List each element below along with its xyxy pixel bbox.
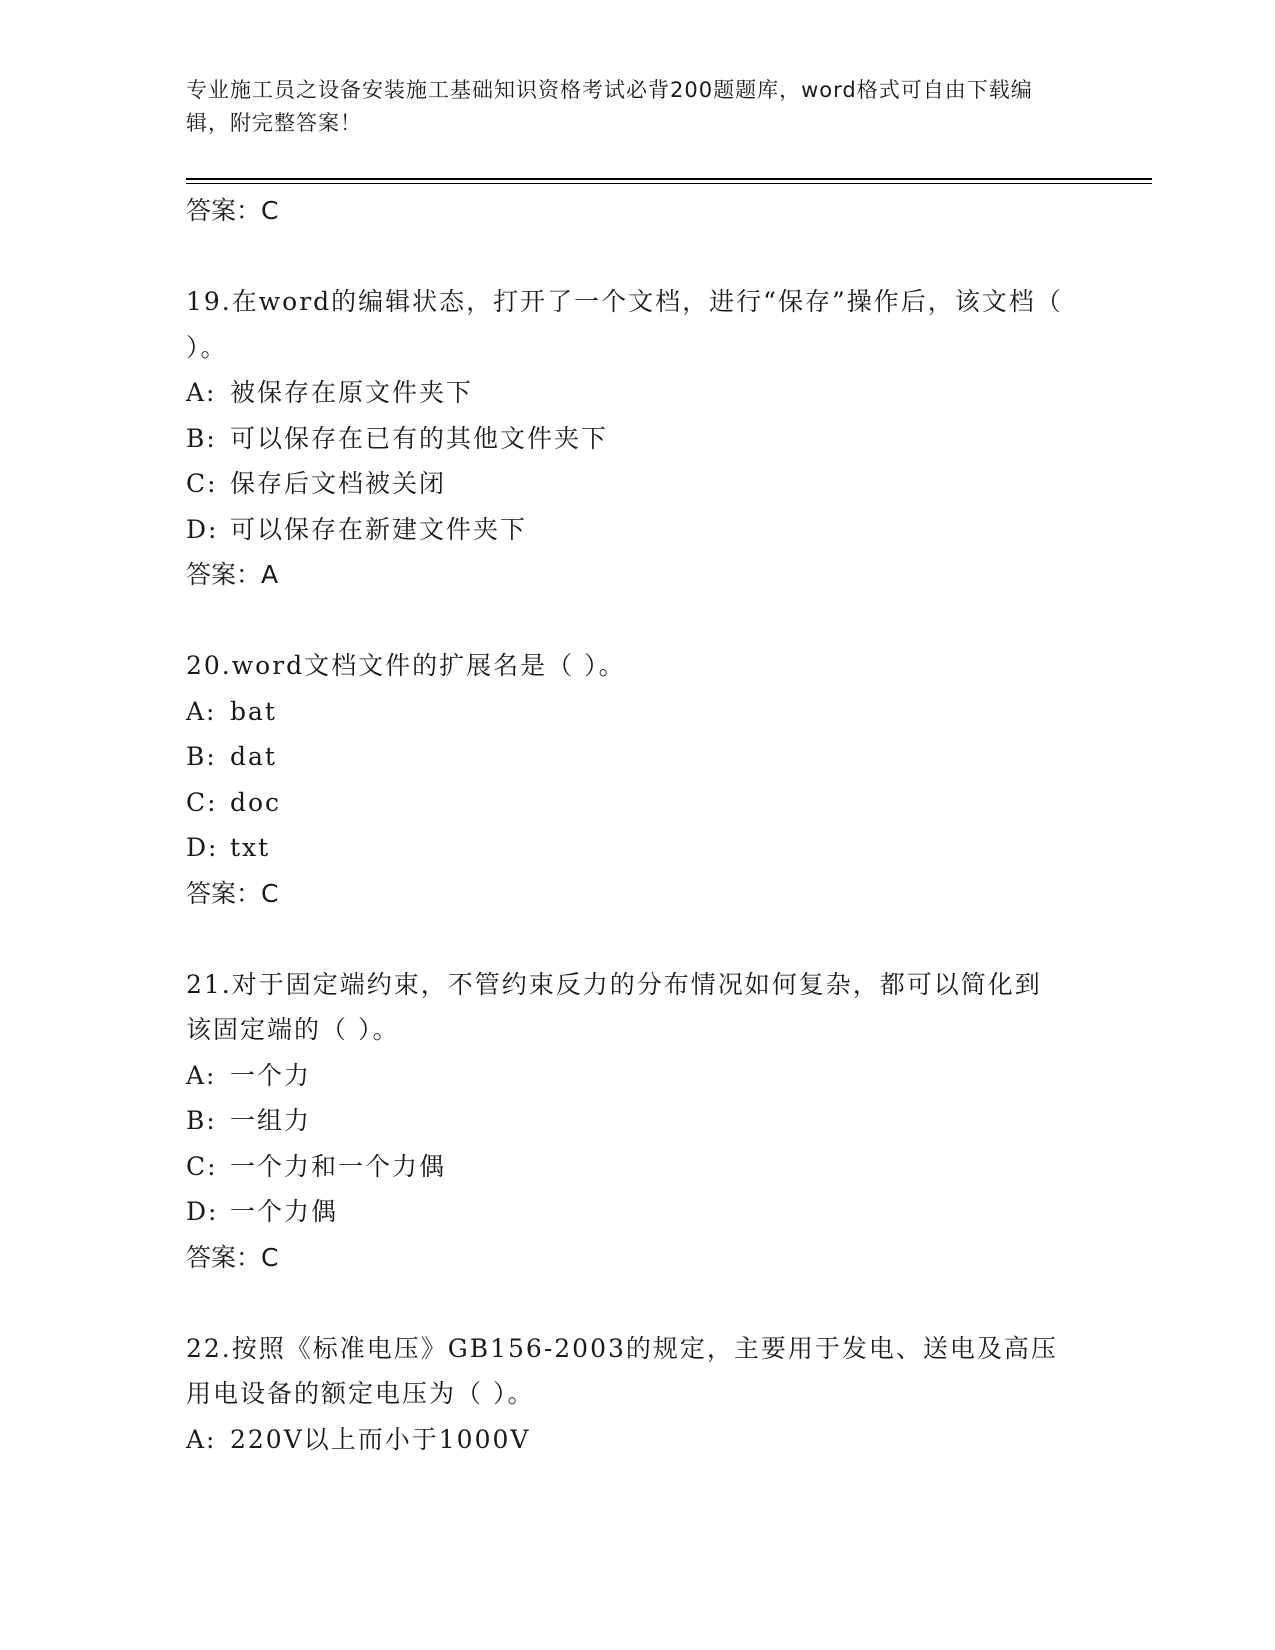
option-label: D:	[186, 514, 219, 544]
answer-line: 答案：C	[186, 878, 279, 908]
option-text: 一个力	[230, 1060, 312, 1090]
document-header: 专业施工员之设备安装施工基础知识资格考试必背200题题库，word格式可自由下载编辑，附完整答案！	[186, 78, 1033, 135]
option-text: bat	[230, 696, 277, 726]
option-label: C:	[186, 469, 218, 498]
option-label: D:	[186, 1197, 219, 1226]
option-item	[186, 1098, 1086, 1144]
option-text: 保存后文档被关闭	[230, 469, 447, 498]
option-item	[186, 370, 1086, 416]
option-item	[186, 461, 1086, 507]
option-label: B:	[186, 1106, 217, 1135]
question-block	[186, 279, 1086, 597]
question-text: 20.word文档文件的扩展名是（ ）。	[186, 651, 626, 680]
question-list	[186, 188, 1086, 1462]
question-text: 21.对于固定端约束，不管约束反力的分布情况如何复杂，都可以简化到该固定端的（ ）。	[186, 969, 1042, 1044]
option-label: A:	[186, 696, 217, 726]
option-item	[186, 734, 1086, 780]
option-label: A:	[186, 378, 217, 407]
header-rule-thin	[186, 183, 1152, 184]
option-text: 可以保存在新建文件夹下	[230, 514, 528, 544]
option-item	[186, 780, 1086, 826]
option-text: 一个力和一个力偶	[230, 1151, 447, 1181]
option-text: 可以保存在已有的其他文件夹下	[230, 423, 609, 453]
option-item	[186, 689, 1086, 735]
question-block	[186, 643, 1086, 916]
option-text: dat	[230, 742, 277, 771]
option-text: doc	[230, 787, 282, 817]
option-label: B:	[186, 423, 217, 453]
option-item	[186, 416, 1086, 462]
option-item	[186, 825, 1086, 871]
option-text: txt	[230, 833, 271, 862]
option-label: C:	[186, 1151, 218, 1181]
answer-line: 答案：A	[186, 560, 279, 589]
question-block	[186, 962, 1086, 1280]
option-label: C:	[186, 787, 218, 817]
option-text: 被保存在原文件夹下	[230, 378, 474, 407]
answer-line: 答案：C	[186, 1242, 279, 1272]
question-block	[186, 1326, 1086, 1463]
option-text: 一组力	[230, 1106, 312, 1135]
option-item	[186, 1189, 1086, 1235]
option-label: B:	[186, 742, 217, 771]
answer-line: 答案：C	[186, 196, 279, 225]
question-text: 19.在word的编辑状态，打开了一个文档，进行“保存”操作后，该文档（ ）。	[186, 287, 1063, 362]
question-text: 22.按照《标准电压》GB156-2003的规定，主要用于发电、送电及高压用电设备的额定电压为（ ）。	[186, 1333, 1058, 1408]
header-rule-thick	[186, 178, 1152, 180]
option-item	[186, 1417, 1086, 1463]
option-item	[186, 1053, 1086, 1099]
option-label: A:	[186, 1424, 217, 1454]
option-item	[186, 1144, 1086, 1190]
option-text: 一个力偶	[230, 1197, 339, 1226]
option-item	[186, 507, 1086, 553]
option-label: D:	[186, 833, 219, 862]
option-label: A:	[186, 1060, 217, 1090]
option-text: 220V以上而小于1000V	[230, 1424, 531, 1454]
